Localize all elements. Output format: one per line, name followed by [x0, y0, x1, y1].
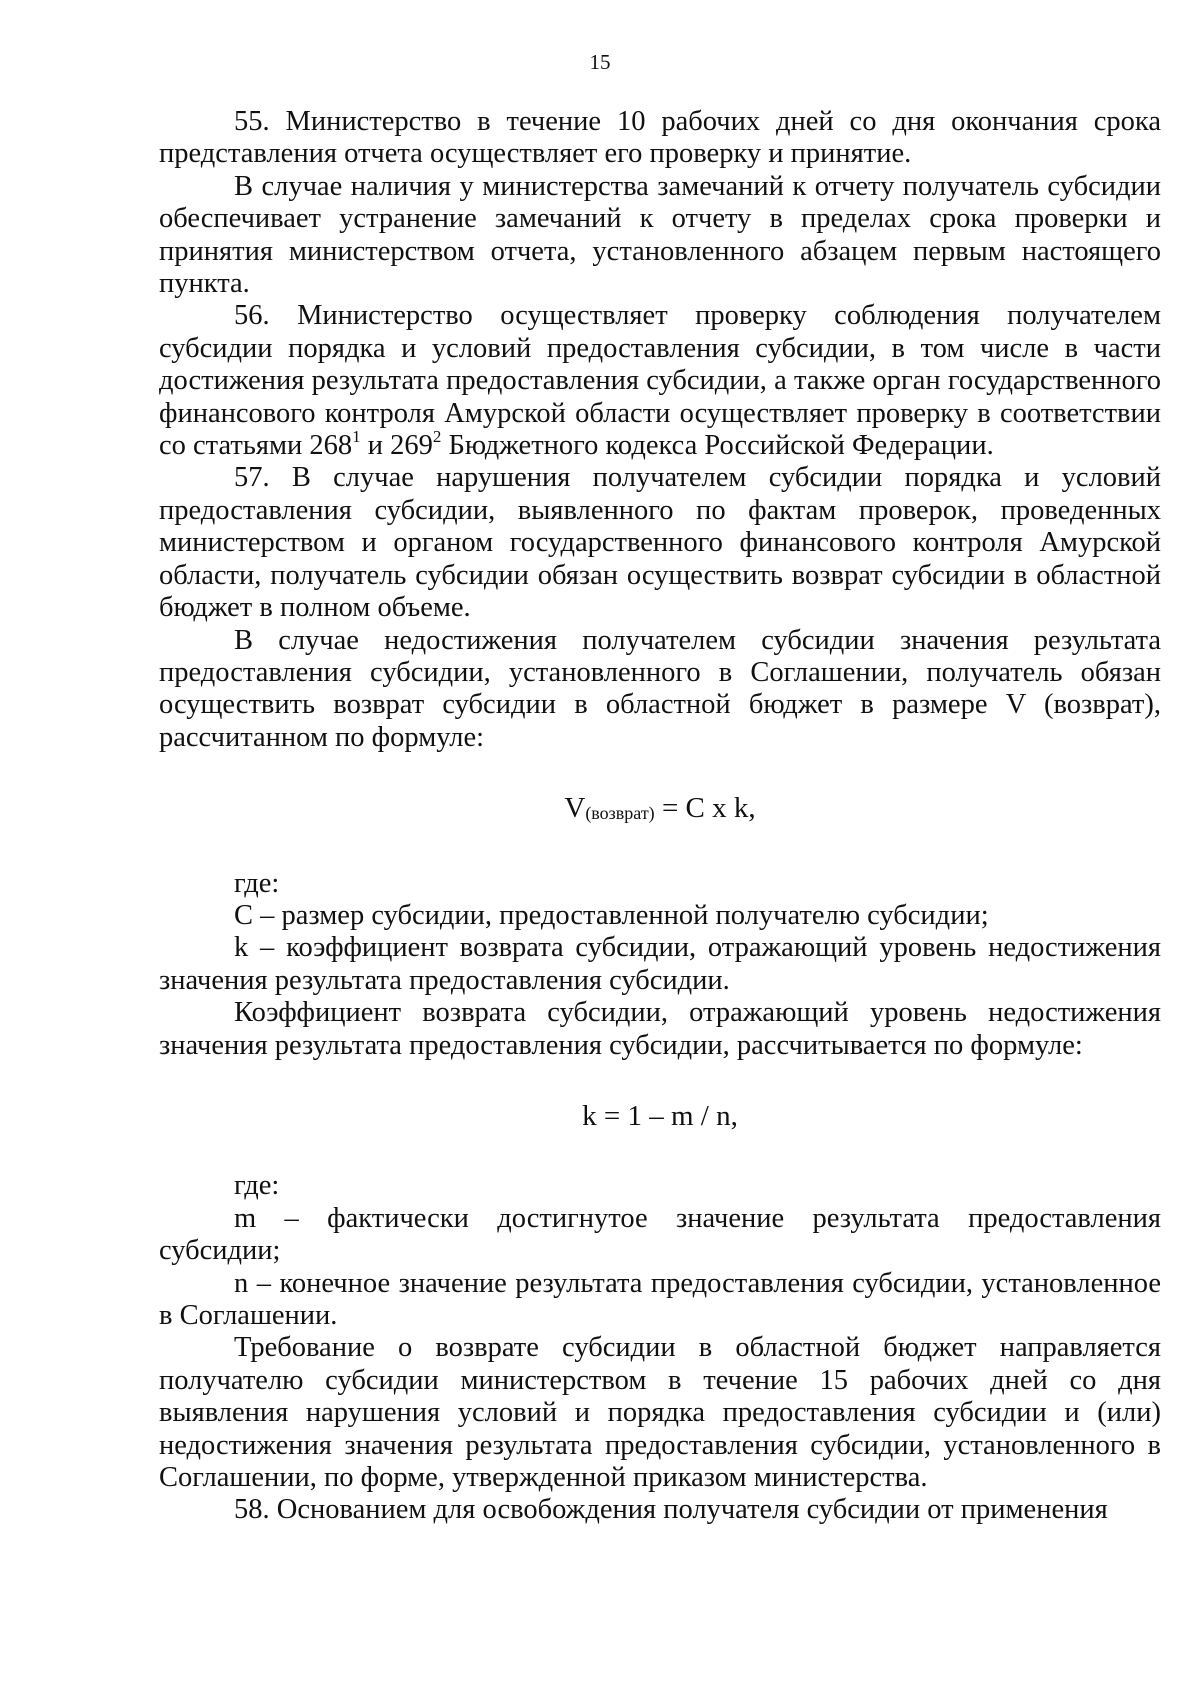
- superscript-2: 2: [432, 427, 442, 447]
- definition-n: n – конечное значение результата предоставления субсидии, установленное в Соглашении.: [159, 1267, 1161, 1331]
- definition-c: С – размер субсидии, предоставленной получателю субсидии;: [234, 899, 989, 931]
- where-label-1: где:: [234, 867, 280, 899]
- page-number: 15: [589, 50, 611, 74]
- definition-m: m – фактически достигнутое значение результата предоставления субсидии;: [159, 1202, 1161, 1267]
- paragraph-55: 55. Министерство в течение 10 рабочих дней со дня окончания срока представления отчета осуществляет его проверку и принятие.: [159, 106, 1161, 170]
- formula-coefficient: k = 1 – m / n,: [582, 1099, 738, 1132]
- return-demand-paragraph: Требование о возврате субсидии в областной бюджет направляется получателю субсидии министерством в течение 15 рабочих дней со дня выявления нарушения условий и порядка предоставления субсидии и (или) недостижения значения результата предоставления субсидии, установленного в Соглашении, по форме, утвержденной приказом министерства.: [159, 1332, 1161, 1494]
- paragraph-56-text-b: и 269: [360, 430, 433, 462]
- paragraph-56-text-c: Бюджетного кодекса Российской Федерации.: [441, 430, 994, 462]
- where-label-2: где:: [234, 1170, 280, 1202]
- formula-return-rest: = С x k,: [654, 792, 756, 825]
- paragraph-58: 58. Основанием для освобождения получателя субсидии от применения: [234, 1494, 1108, 1526]
- paragraph-57: 57. В случае нарушения получателем субсидии порядка и условий предоставления субсидии, выявленного по фактам проверок, проведенных министерством и органом государственного финансового контроля Амурской области, получатель субсидии обязан осуществить возврат субсидии в областной бюджет в полном объеме.: [159, 462, 1161, 624]
- formula-return: [159, 754, 1161, 867]
- definition-k: k – коэффициент возврата субсидии, отражающий уровень недостижения значения результата предоставления субсидии.: [159, 932, 1161, 996]
- formula-return-subscript: (возврат): [585, 803, 655, 824]
- paragraph-57-nonachievement: В случае недостижения получателем субсидии значения результата предоставления субсидии, установленного в Соглашении, получатель обязан осуществить возврат субсидии в областной бюджет в размере V (возврат), рассчитанном по формуле:: [159, 624, 1161, 753]
- document-body: [159, 106, 1161, 1527]
- paragraph-56: [159, 300, 1161, 462]
- coefficient-paragraph: Коэффициент возврата субсидии, отражающий уровень недостижения значения результата предоставления субсидии, рассчитывается по формуле:: [159, 997, 1161, 1061]
- paragraph-56-text-a: 56. Министерство осуществляет проверку соблюдения получателем субсидии порядка и условий предоставления субсидии, в том числе в части достижения результата предоставления субсидии, а также орган государственного финансового контроля Амурской области осуществляет проверку в соответствии со статьями 268: [159, 300, 1161, 462]
- formula-return-v: V: [564, 792, 586, 825]
- superscript-1: 1: [352, 427, 361, 447]
- paragraph-55-remarks: В случае наличия у министерства замечаний к отчету получатель субсидии обеспечивает устранение замечаний к отчету в пределах срока проверки и принятия министерством отчета, установленного абзацем первым настоящего пункта.: [159, 170, 1161, 300]
